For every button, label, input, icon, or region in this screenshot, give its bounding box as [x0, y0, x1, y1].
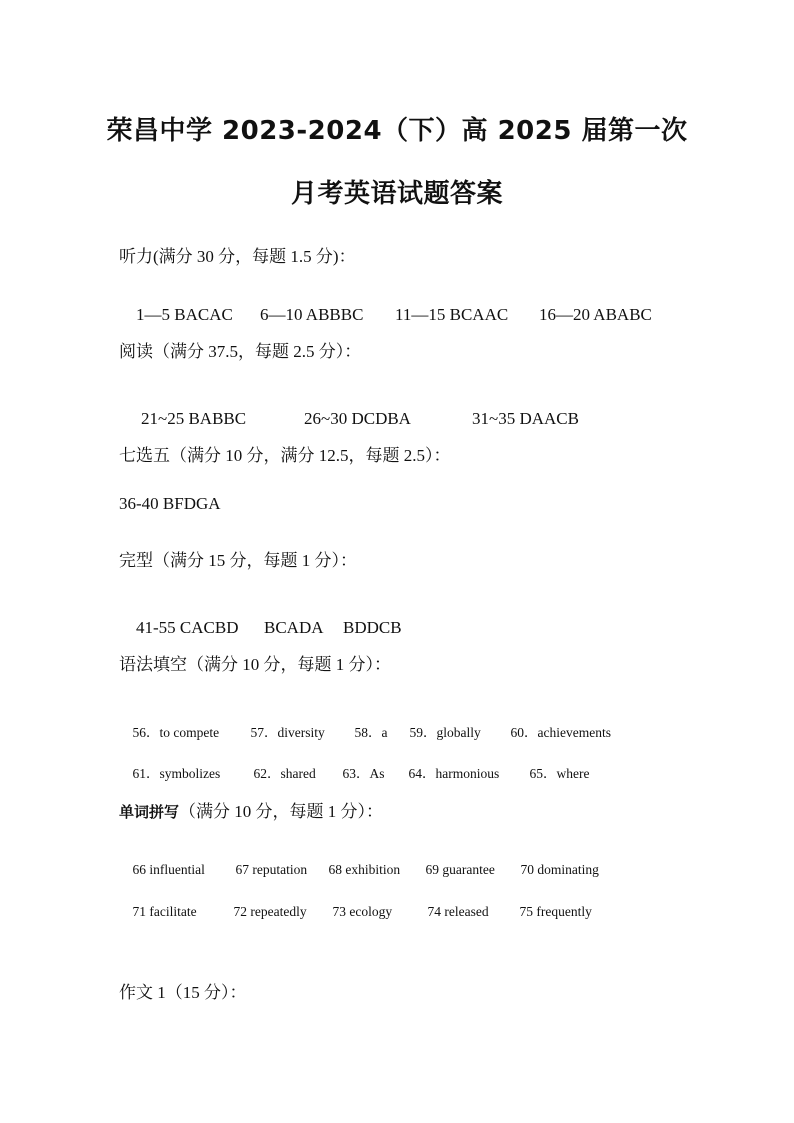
writing-heading: 作文 1（15 分）：: [119, 983, 247, 1002]
listening-heading: 听力(满分 30 分，每题 1.5 分)：: [119, 247, 356, 266]
reading-answer-3: 31~35 DAACB: [472, 409, 579, 428]
spelling-answer-69: 69 guarantee: [425, 862, 495, 877]
grammar-answer-58: 58．a: [354, 725, 388, 740]
spelling-answer-68: 68 exhibition: [328, 862, 401, 877]
spelling-heading-bold: 单词拼写: [119, 803, 180, 821]
spelling-answer-67: 67 reputation: [235, 862, 308, 877]
reading-answers: [124, 389, 579, 449]
cloze-answer-2: BCADA: [264, 618, 324, 637]
grammar-answer-59: 59．globally: [409, 725, 481, 740]
listening-answers: [119, 285, 652, 345]
reading-heading: 阅读（满分 37.5，每题 2.5 分）：: [119, 342, 362, 361]
grammar-answer-56: 56．to compete: [132, 725, 220, 740]
listening-answer-3: 11—15 BCAAC: [395, 305, 509, 324]
spelling-answer-72: 72 repeatedly: [233, 904, 307, 919]
spelling-answer-73: 73 ecology: [332, 904, 393, 919]
spelling-answer-71: 71 facilitate: [132, 904, 197, 919]
spelling-row-1: [119, 846, 599, 894]
spelling-answer-66: 66 influential: [132, 862, 205, 877]
grammar-heading: 语法填空（满分 10 分，每题 1 分）：: [119, 655, 391, 674]
cloze-heading: 完型（满分 15 分，每题 1 分）：: [119, 551, 357, 570]
cloze-answer-1: 41-55 CACBD: [136, 618, 239, 637]
grammar-answer-57: 57．diversity: [250, 725, 325, 740]
reading-answer-1: 21~25 BABBC: [141, 409, 247, 428]
listening-answer-1: 1—5 BACAC: [136, 305, 233, 324]
cloze-answer-3: BDDCB: [343, 618, 402, 637]
grammar-answer-64: 64．harmonious: [408, 766, 500, 781]
spelling-answer-75: 75 frequently: [519, 904, 592, 919]
listening-answer-2: 6—10 ABBBC: [260, 305, 364, 324]
grammar-answer-65: 65．where: [529, 766, 590, 781]
grammar-answer-61: 61．symbolizes: [132, 766, 221, 781]
seven-five-answers: 36-40 BFDGA: [119, 494, 221, 513]
cloze-answers: [119, 598, 402, 658]
spelling-heading-rest: （满分 10 分，每题 1 分）：: [179, 802, 384, 821]
spelling-heading: [119, 797, 383, 822]
grammar-answer-62: 62．shared: [253, 766, 316, 781]
listening-answer-4: 16—20 ABABC: [539, 305, 652, 324]
spelling-row-2: [119, 888, 592, 936]
reading-answer-2: 26~30 DCDBA: [304, 409, 411, 428]
document-title-line-1: 荣昌中学 2023-2024（下）高 2025 届第一次: [106, 116, 688, 146]
grammar-answer-60: 60．achievements: [510, 725, 611, 740]
grammar-row-2: [119, 746, 589, 798]
seven-five-heading: 七选五（满分 10 分，满分 12.5，每题 2.5）：: [119, 446, 451, 465]
grammar-answer-63: 63．As: [342, 766, 385, 781]
spelling-answer-74: 74 released: [427, 904, 489, 919]
document-title-line-2: 月考英语试题答案: [290, 179, 503, 209]
spelling-answer-70: 70 dominating: [520, 862, 599, 877]
